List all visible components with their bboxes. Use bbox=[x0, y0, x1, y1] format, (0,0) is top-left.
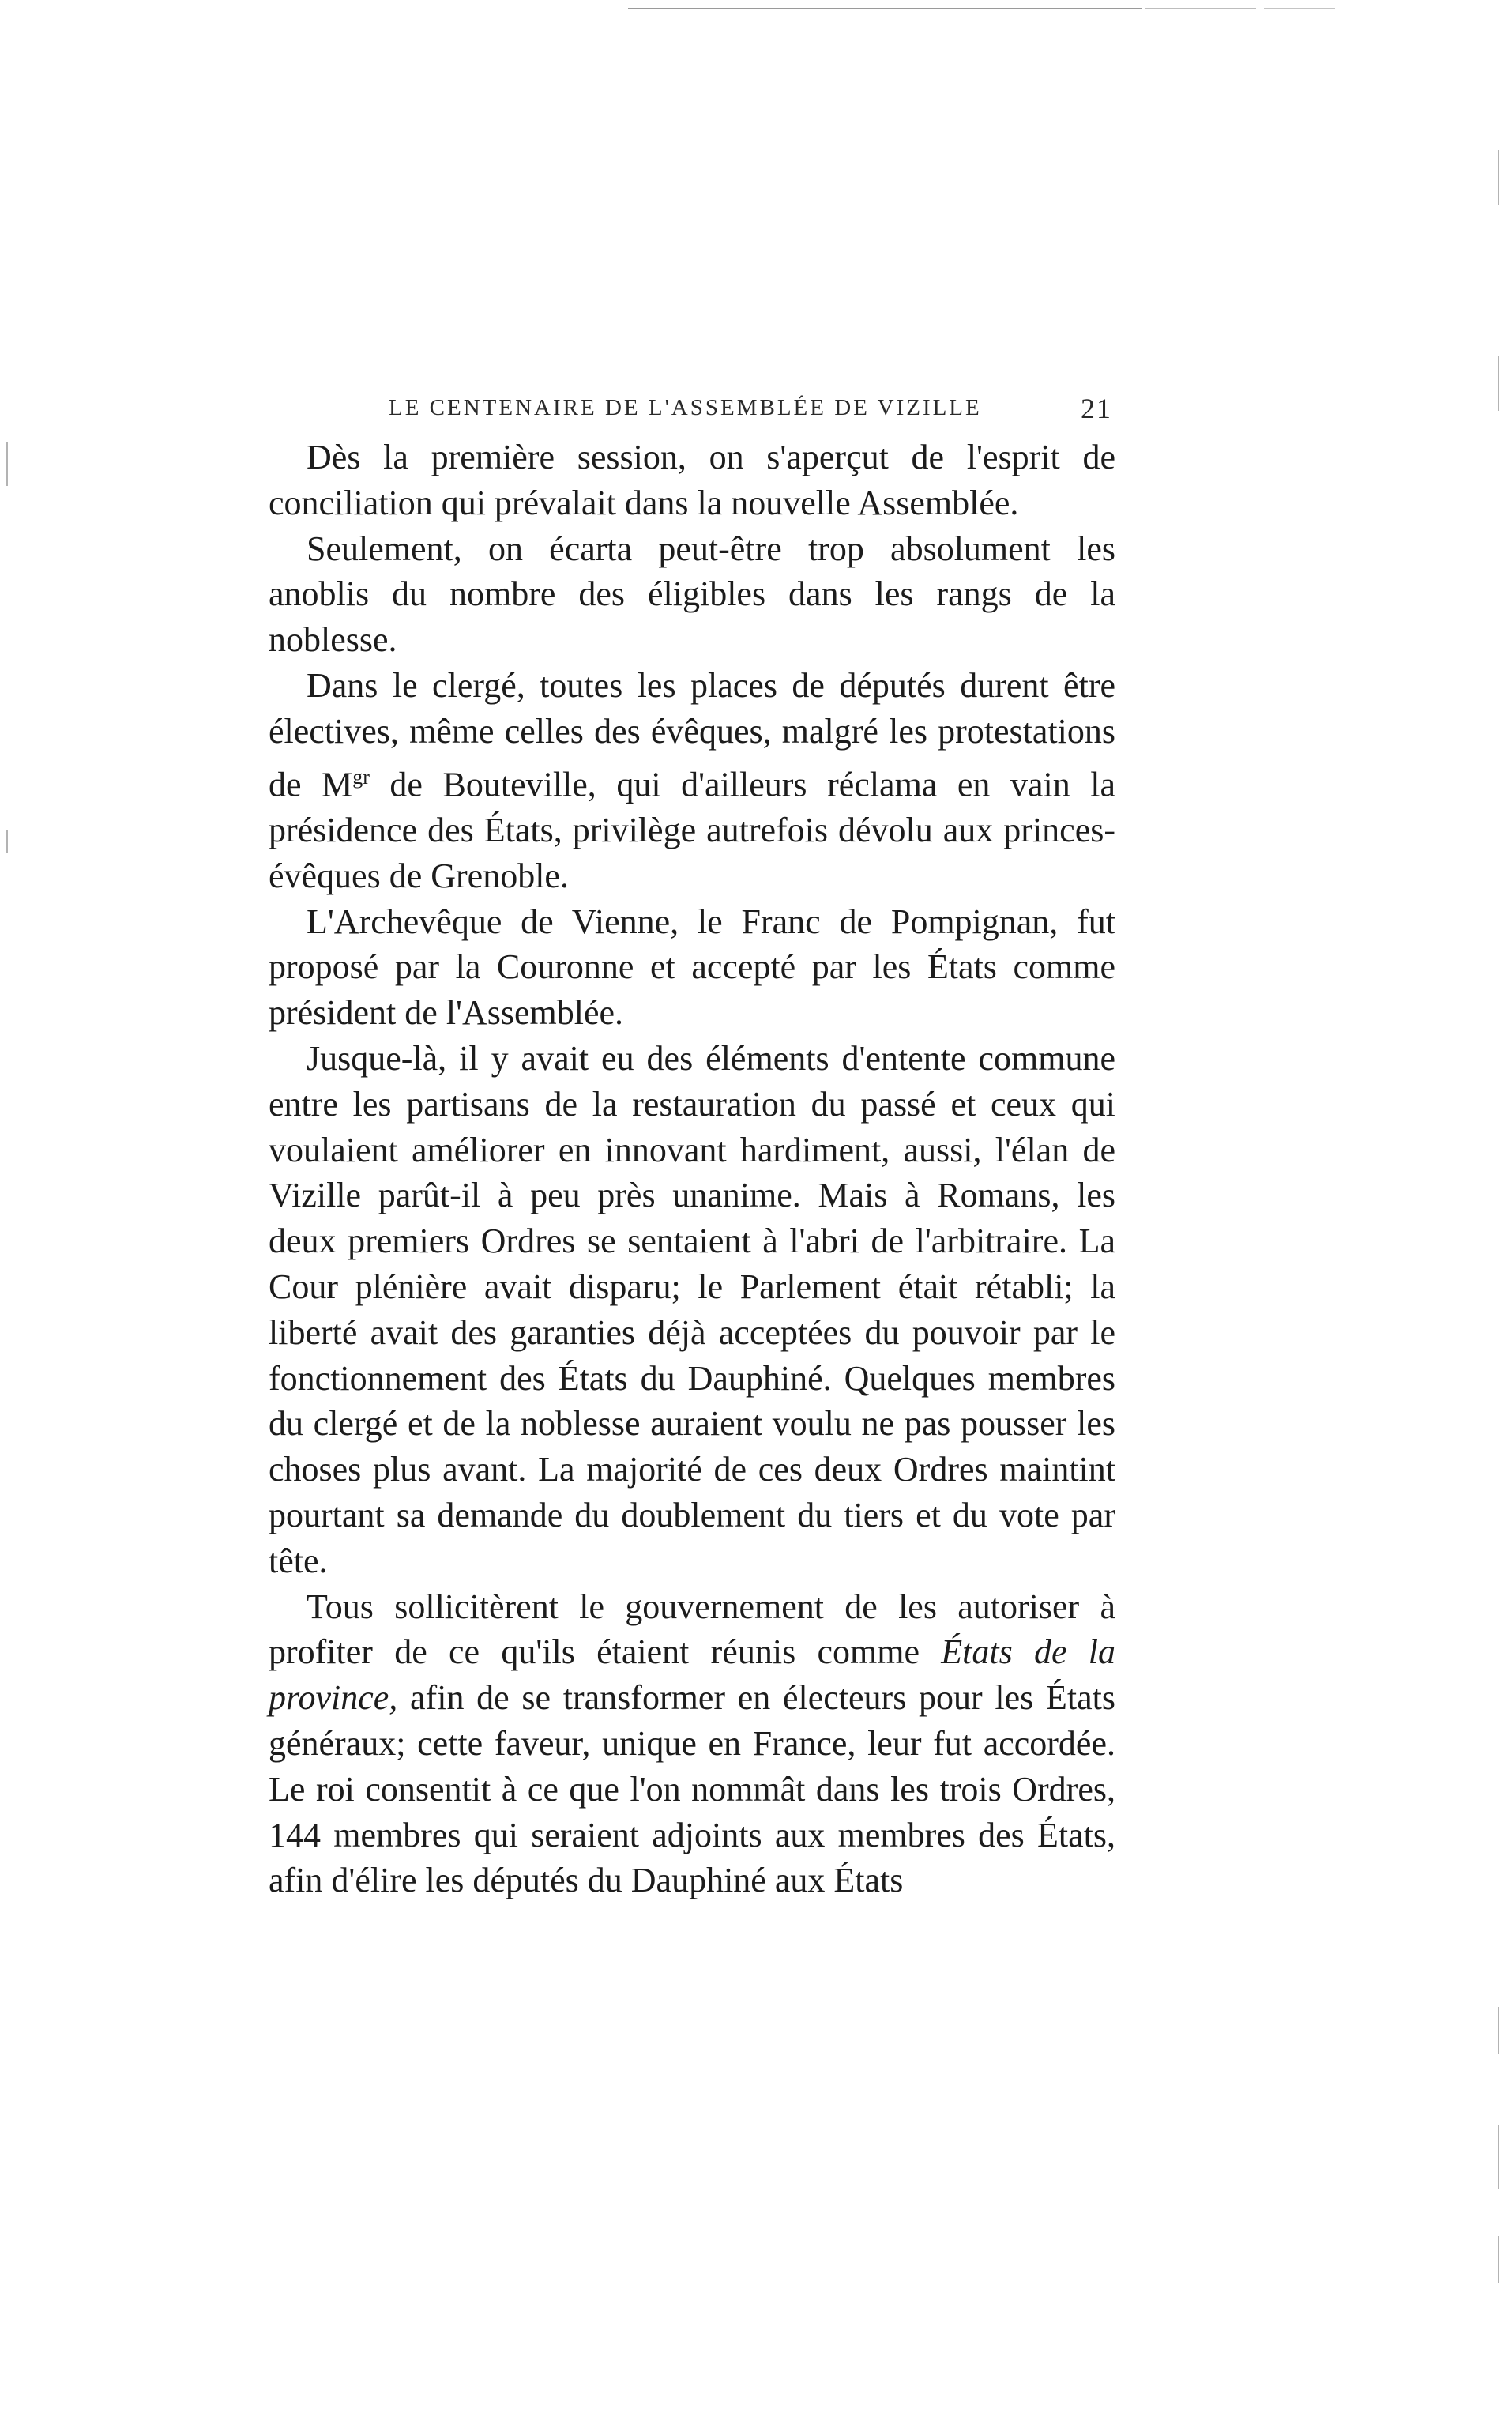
scan-artifact-top-rule bbox=[1145, 8, 1256, 9]
scan-artifact-top-rule bbox=[628, 8, 1142, 9]
running-head bbox=[269, 387, 1115, 433]
paragraph: L'Archevêque de Vienne, le Franc de Pompignan, fut proposé par la Couronne et accepté par les États comme président de l'Assemblée. bbox=[269, 902, 1115, 1033]
paragraph-text: de Bouteville, qui d'ailleurs réclama en vain la présidence des États, privilège autrefois dévolu aux princes-évêques de Grenoble. bbox=[269, 765, 1115, 895]
paragraph-text: Tous sollicitèrent le gouvernement de les autoriser à profiter de ce qu'ils étaient réunis comme bbox=[269, 1587, 1115, 1672]
scan-artifact-right-mark bbox=[1498, 150, 1499, 205]
scan-artifact-right-mark bbox=[1498, 356, 1499, 411]
paragraph bbox=[269, 1584, 1115, 1904]
scan-artifact-right-mark bbox=[1498, 2236, 1499, 2283]
scan-artifact-left-mark bbox=[6, 830, 8, 853]
scan-artifact-left-mark bbox=[6, 442, 8, 486]
scan-artifact-right-mark bbox=[1498, 2125, 1499, 2189]
page-number: 21 bbox=[1081, 393, 1112, 424]
paragraph: Dès la première session, on s'aperçut de l'esprit de conciliation qui prévalait dans la nouvelle Assemblée. bbox=[269, 438, 1115, 522]
paragraph bbox=[269, 663, 1115, 899]
scan-artifact-right-mark bbox=[1498, 2007, 1499, 2054]
body-text bbox=[269, 435, 1115, 1903]
scan-artifact-top-rule bbox=[1264, 8, 1335, 9]
italic-phrase: États de la province, bbox=[269, 1632, 1116, 1718]
superscript-abbreviation: gr bbox=[352, 765, 370, 789]
paragraph: Jusque-là, il y avait eu des éléments d'entente commune entre les partisans de la restauration du passé et ceux qui voulaient améliorer en innovant hardiment, aussi, l'élan de Vizille parût-il à peu près unanime. Mais à Romans, les deux premiers Ordres se sentaient à l'abri de l'arbitraire. La Cour plénière avait disparu; le Parlement était rétabli; la liberté avait des garanties déjà acceptées du pouvoir par le fonctionnement des États du Dauphiné. Quelques membres du clergé et de la noblesse auraient voulu ne pas pousser les choses plus avant. La majorité de ces deux Ordres maintint pourtant sa demande du doublement du tiers et du vote par tête. bbox=[269, 1039, 1115, 1580]
paragraph-text: afin de se transformer en électeurs pour les États généraux; cette faveur, unique en France, leur fut accordée. Le roi consentit à ce que l'on nommât dans les trois Ordres, 144 membres qui seraient adjoints aux membres des États, afin d'élire les députés du Dauphiné aux États bbox=[269, 1678, 1115, 1900]
paragraph: Seulement, on écarta peut-être trop absolument les anoblis du nombre des éligibles dans les rangs de la noblesse. bbox=[269, 529, 1115, 660]
paragraph-text: Dans le clergé, toutes les places de députés durent être électives, même celles des évêques, malgré les protestations de M bbox=[269, 665, 1115, 804]
running-title: LE CENTENAIRE DE L'ASSEMBLÉE DE VIZILLE bbox=[389, 395, 982, 420]
book-page bbox=[269, 387, 1115, 1903]
